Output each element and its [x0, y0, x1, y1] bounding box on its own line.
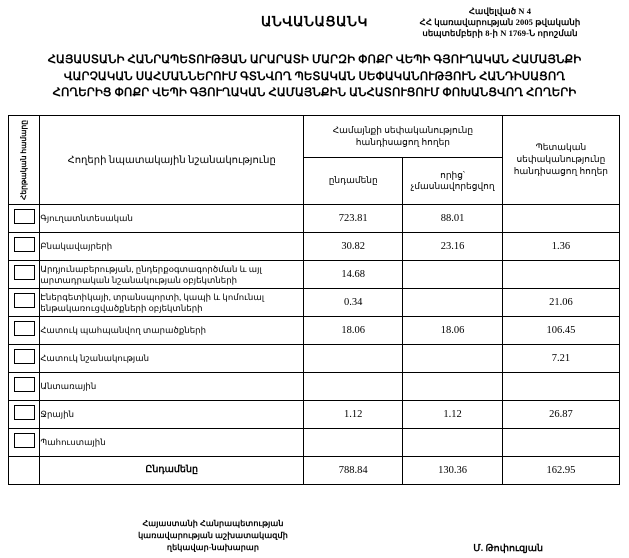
- total-row-label: Ընդամենը: [40, 457, 304, 485]
- total-row-empty-cell: [9, 457, 40, 485]
- footer-line-1: Հայաստանի Հանրապետության: [142, 519, 284, 528]
- row-state: 106.45: [502, 317, 619, 345]
- row-noncom: [403, 373, 502, 401]
- table-row: [9, 205, 620, 233]
- row-label: Հատուկ պահպանվող տարածքների: [40, 317, 304, 345]
- row-total: 0.34: [304, 289, 403, 317]
- row-noncom: 23.16: [403, 233, 502, 261]
- row-checkbox-cell[interactable]: [9, 317, 40, 345]
- row-label: Բնակավայրերի: [40, 233, 304, 261]
- row-checkbox-cell[interactable]: [9, 205, 40, 233]
- row-label: Էներգետիկայի, տրանսպորտի, կապի և կոմունալ ենթակառուցվածքների օբյեկտների: [40, 289, 304, 317]
- row-checkbox-cell[interactable]: [9, 401, 40, 429]
- footer-signatory-title: [88, 518, 338, 554]
- row-label: Պահուստային: [40, 429, 304, 457]
- row-label: Ջրային: [40, 401, 304, 429]
- subtitle-line-3: ՀՈՂԵՐԻՑ ՓՈՔՐ ՎԵՊԻ ԳՅՈՒՂԱԿԱՆ ՀԱՄԱՅՆՔԻՆ ԱՆՀԱՏՈՒՑՈՒՄ ՓՈԽԱՆՑՎՈՂ ՀՈՂԵՐԻ: [52, 87, 577, 100]
- row-state: 26.87: [502, 401, 619, 429]
- total-row-noncom: 130.36: [403, 457, 502, 485]
- row-checkbox-cell[interactable]: [9, 233, 40, 261]
- footer-line-2: կառավարության աշխատակազմի: [138, 530, 288, 540]
- table-row: [9, 373, 620, 401]
- document-subtitle: [14, 52, 615, 102]
- table-row: [9, 317, 620, 345]
- row-checkbox-cell[interactable]: [9, 345, 40, 373]
- checkbox-icon[interactable]: [14, 293, 35, 308]
- checkbox-icon[interactable]: [14, 433, 35, 448]
- checkbox-icon[interactable]: [14, 209, 35, 224]
- table-header-row-1: [9, 116, 620, 158]
- row-label: Հատուկ նշանակության: [40, 345, 304, 373]
- row-noncom: 88.01: [403, 205, 502, 233]
- checkbox-icon[interactable]: [14, 237, 35, 252]
- row-total: [304, 429, 403, 457]
- table-total-row: [9, 457, 620, 485]
- checkbox-icon[interactable]: [14, 405, 35, 420]
- row-total: 1.12: [304, 401, 403, 429]
- footer-line-3: ղեկավար-նախարար: [166, 542, 260, 552]
- checkbox-icon[interactable]: [14, 265, 35, 280]
- page-title: ԱՆՎԱՆԱՑԱՆԿ: [261, 14, 368, 29]
- row-noncom: 1.12: [403, 401, 502, 429]
- row-checkbox-cell[interactable]: [9, 429, 40, 457]
- table-row: [9, 261, 620, 289]
- table-row: [9, 345, 620, 373]
- row-total: [304, 345, 403, 373]
- row-label: Արդյունաբերության, ընդերքօգտագործման և այլ արտադրական նշանակության օբյեկտների: [40, 261, 304, 289]
- row-noncom: [403, 289, 502, 317]
- approval-line-2: ՀՀ կառավարության 2005 թվականի: [419, 17, 581, 28]
- column-header-total: ընդամենը: [304, 158, 403, 205]
- row-label: Գյուղատնտեսական: [40, 205, 304, 233]
- total-row-total: 788.84: [304, 457, 403, 485]
- column-header-community-group: Համայնքի սեփականությունը հանդիսացող հողեր: [304, 116, 503, 158]
- row-total: 723.81: [304, 205, 403, 233]
- row-noncom: [403, 429, 502, 457]
- row-noncom: [403, 261, 502, 289]
- total-row-state: 162.95: [502, 457, 619, 485]
- row-checkbox-cell[interactable]: [9, 289, 40, 317]
- column-header-number-label: Հերթական համարը: [19, 120, 29, 201]
- row-state: 21.06: [502, 289, 619, 317]
- row-state: 1.36: [502, 233, 619, 261]
- row-state: [502, 373, 619, 401]
- row-checkbox-cell[interactable]: [9, 261, 40, 289]
- column-header-number: [9, 116, 40, 205]
- checkbox-icon[interactable]: [14, 377, 35, 392]
- row-label: Անտառային: [40, 373, 304, 401]
- table-row: [9, 233, 620, 261]
- row-total: 30.82: [304, 233, 403, 261]
- table-row: [9, 429, 620, 457]
- row-total: [304, 373, 403, 401]
- table-row: [9, 289, 620, 317]
- row-checkbox-cell[interactable]: [9, 373, 40, 401]
- row-state: 7.21: [502, 345, 619, 373]
- row-noncom: 18.06: [403, 317, 502, 345]
- table-body: [9, 205, 620, 485]
- checkbox-icon[interactable]: [14, 349, 35, 364]
- row-state: [502, 205, 619, 233]
- approval-line-1: Հավելված N 4: [468, 6, 532, 16]
- column-header-land-type: Հողերի նպատակային նշանակությունը: [40, 116, 304, 205]
- approval-line-3: սեպտեմբերի 8-ի N 1769-Ն որոշման: [422, 28, 578, 39]
- row-state: [502, 429, 619, 457]
- signature-name: Մ. Թոփուզյան: [473, 544, 543, 554]
- land-table: [8, 115, 620, 485]
- row-total: 14.68: [304, 261, 403, 289]
- checkbox-icon[interactable]: [14, 321, 35, 336]
- subtitle-line-1: ՀԱՅԱՍՏԱՆԻ ՀԱՆՐԱՊԵՏՈՒԹՅԱՆ ԱՐԱՐԱՏԻ ՄԱՐԶԻ ՓՈՔՐ ՎԵՊԻ ԳՅՈՒՂԱԿԱՆ ՀԱՄԱՅՆՔԻ: [47, 54, 582, 66]
- row-total: 18.06: [304, 317, 403, 345]
- table-row: [9, 401, 620, 429]
- row-state: [502, 261, 619, 289]
- column-header-non-privatized: որից՝ չմասնավորեցվող: [403, 158, 502, 205]
- column-header-state: Պետական սեփականությունը հանդիսացող հողեր: [502, 116, 619, 205]
- row-noncom: [403, 345, 502, 373]
- subtitle-line-2: ՎԱՐՉԱԿԱՆ ՍԱՀՄԱՆՆԵՐՈՒՄ ԳՏՆՎՈՂ ՊԵՏԱԿԱՆ ՍԵՓԱԿԱՆՈՒԹՅՈՒՆ ՀԱՆԴԻՍԱՑՈՂ: [63, 70, 566, 83]
